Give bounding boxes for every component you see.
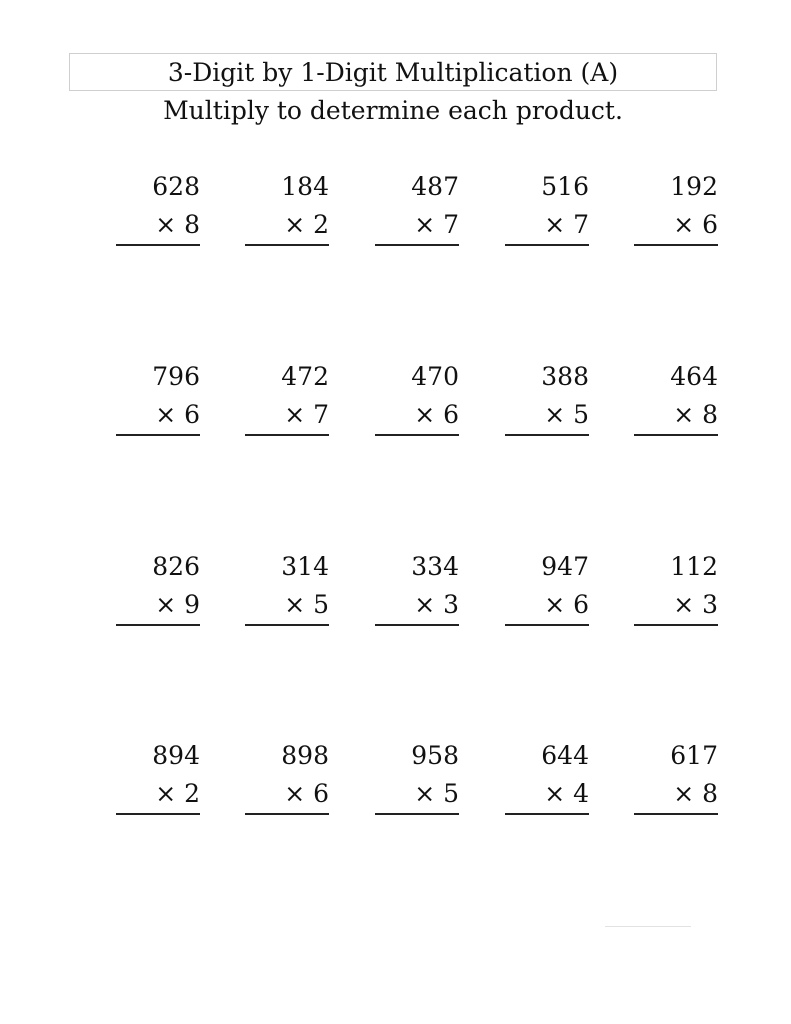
answer-line — [245, 434, 329, 436]
answer-line — [505, 434, 589, 436]
problem-r3-c5 — [634, 552, 718, 632]
problem-r2-c1 — [116, 362, 200, 442]
multiplier: × 6 — [414, 400, 459, 429]
problem-r4-c5 — [634, 741, 718, 821]
answer-line — [245, 244, 329, 246]
problem-r1-c1 — [116, 172, 200, 252]
answer-line — [116, 244, 200, 246]
problem-r1-c4 — [505, 172, 589, 252]
problem-r3-c4 — [505, 552, 589, 632]
multiplier: × 9 — [155, 590, 200, 619]
problem-r4-c4 — [505, 741, 589, 821]
answer-line — [116, 813, 200, 815]
answer-line — [634, 244, 718, 246]
multiplicand: 487 — [411, 172, 459, 201]
multiplicand: 644 — [541, 741, 589, 770]
answer-line — [505, 244, 589, 246]
multiplicand: 334 — [411, 552, 459, 581]
problem-r4-c2 — [245, 741, 329, 821]
worksheet-instructions: Multiply to determine each product. — [163, 96, 623, 125]
multiplicand: 894 — [152, 741, 200, 770]
multiplier: × 8 — [155, 210, 200, 239]
footer-divider — [605, 926, 691, 927]
multiplier: × 7 — [414, 210, 459, 239]
multiplier: × 3 — [673, 590, 718, 619]
multiplier: × 6 — [284, 779, 329, 808]
multiplier: × 7 — [544, 210, 589, 239]
multiplicand: 958 — [411, 741, 459, 770]
multiplicand: 947 — [541, 552, 589, 581]
problem-r2-c5 — [634, 362, 718, 442]
problem-r4-c3 — [375, 741, 459, 821]
multiplicand: 472 — [281, 362, 329, 391]
multiplier: × 8 — [673, 400, 718, 429]
multiplier: × 5 — [284, 590, 329, 619]
multiplier: × 6 — [544, 590, 589, 619]
answer-line — [634, 434, 718, 436]
multiplicand: 314 — [281, 552, 329, 581]
multiplier: × 7 — [284, 400, 329, 429]
multiplicand: 898 — [281, 741, 329, 770]
problem-r4-c1 — [116, 741, 200, 821]
answer-line — [375, 813, 459, 815]
answer-line — [245, 813, 329, 815]
multiplier: × 2 — [284, 210, 329, 239]
multiplier: × 5 — [414, 779, 459, 808]
multiplicand: 617 — [670, 741, 718, 770]
problem-r1-c5 — [634, 172, 718, 252]
multiplicand: 796 — [152, 362, 200, 391]
answer-line — [634, 624, 718, 626]
problem-r2-c2 — [245, 362, 329, 442]
multiplier: × 2 — [155, 779, 200, 808]
problem-r3-c2 — [245, 552, 329, 632]
multiplicand: 826 — [152, 552, 200, 581]
problem-r1-c3 — [375, 172, 459, 252]
answer-line — [375, 434, 459, 436]
multiplicand: 516 — [541, 172, 589, 201]
multiplicand: 192 — [670, 172, 718, 201]
multiplier: × 5 — [544, 400, 589, 429]
multiplier: × 4 — [544, 779, 589, 808]
problem-r3-c3 — [375, 552, 459, 632]
multiplier: × 6 — [155, 400, 200, 429]
problem-r2-c3 — [375, 362, 459, 442]
multiplicand: 184 — [281, 172, 329, 201]
multiplicand: 470 — [411, 362, 459, 391]
answer-line — [634, 813, 718, 815]
answer-line — [505, 813, 589, 815]
answer-line — [375, 244, 459, 246]
answer-line — [375, 624, 459, 626]
multiplier: × 6 — [673, 210, 718, 239]
problem-r3-c1 — [116, 552, 200, 632]
multiplicand: 628 — [152, 172, 200, 201]
answer-line — [116, 624, 200, 626]
answer-line — [116, 434, 200, 436]
multiplier: × 3 — [414, 590, 459, 619]
multiplicand: 112 — [670, 552, 718, 581]
worksheet-title: 3-Digit by 1-Digit Multiplication (A) — [69, 53, 717, 91]
multiplier: × 8 — [673, 779, 718, 808]
answer-line — [505, 624, 589, 626]
answer-line — [245, 624, 329, 626]
problem-r2-c4 — [505, 362, 589, 442]
multiplicand: 464 — [670, 362, 718, 391]
problem-r1-c2 — [245, 172, 329, 252]
multiplicand: 388 — [541, 362, 589, 391]
